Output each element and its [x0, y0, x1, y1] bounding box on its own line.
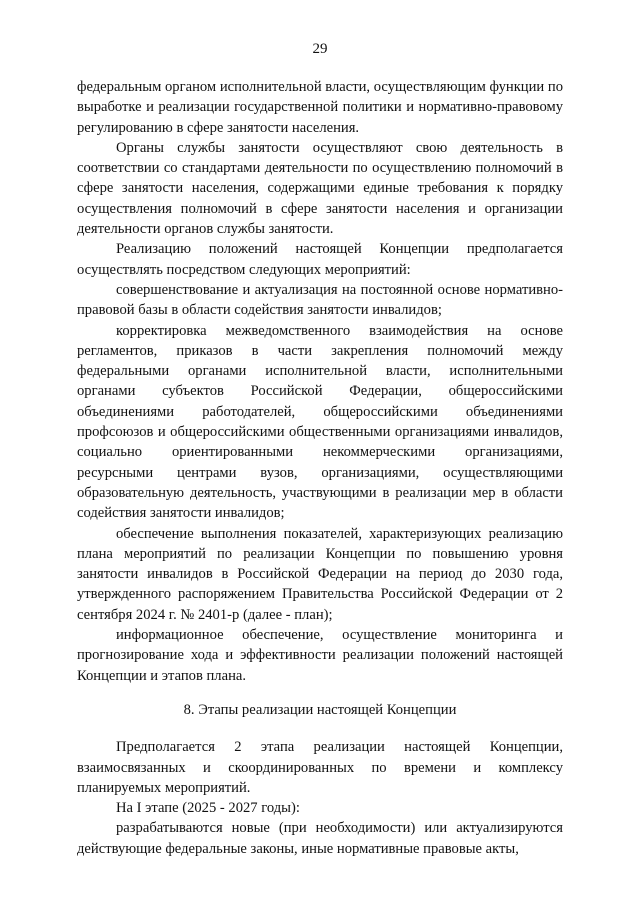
paragraph-implementation-intro: Реализацию положений настоящей Концепции предполагается осуществлять посредством следующих мероприятий:: [77, 241, 563, 278]
list-item-information: информационное обеспечение, осуществление мониторинга и прогнозирование хода и эффективности реализации положений настоящей Концепции и этапов плана.: [77, 627, 563, 684]
list-item-indicators: обеспечение выполнения показателей, характеризующих реализацию плана мероприятий по реализации Концепции по повышению уровня занятости инвалидов в Российской Федерации на период до 2030 года, утвержденного распоряжением Правительства Российской Федерации от 2 сентября 2024 г. № 2401-р (далее - план);: [77, 525, 563, 623]
page-number: 29: [312, 41, 328, 57]
section-heading: 8. Этапы реализации настоящей Концепции: [183, 701, 457, 718]
paragraph-stages-intro: Предполагается 2 этапа реализации настоящей Концепции, взаимосвязанных и скоординированных по времени и комплексу планируемых мероприятий.: [77, 739, 563, 796]
paragraph-continuation: федеральным органом исполнительной власти, осуществляющим функции по выработке и реализации государственной политики и нормативно-правовому регулированию в сфере занятости населения.: [77, 79, 563, 136]
paragraph-stage-one: На I этапе (2025 - 2027 годы):: [116, 800, 300, 817]
list-item-interagency: корректировка межведомственного взаимодействия на основе регламентов, приказов в части закрепления полномочий между федеральными органами исполнительной власти, исполнительными органами субъектов Российской Федерации, общероссийскими объединениями работодателей, общероссийскими объединениями профсоюзов и общероссийскими общественными организациями инвалидов, социально ориентированными некоммерческими организациями, ресурсными центрами вузов, организациями, осуществляющими образовательную деятельность, участвующими в реализации мер в области содействия занятости инвалидов;: [77, 322, 563, 522]
paragraph-employment-service: Органы службы занятости осуществляют свою деятельность в соответствии со стандартами деятельности по осуществлению полномочий в сфере занятости населения, содержащими единые требования к порядку осуществления полномочий в сфере занятости населения и организации деятельности органов службы занятости.: [77, 139, 563, 238]
paragraph-stage-one-laws: разрабатываются новые (при необходимости) или актуализируются действующие федеральные законы, иные нормативные правовые акты,: [77, 820, 563, 857]
list-item-legal-base: совершенствование и актуализация на постоянной основе нормативно-правовой базы в области содействия занятости инвалидов;: [77, 281, 563, 319]
document-body: [77, 77, 563, 859]
